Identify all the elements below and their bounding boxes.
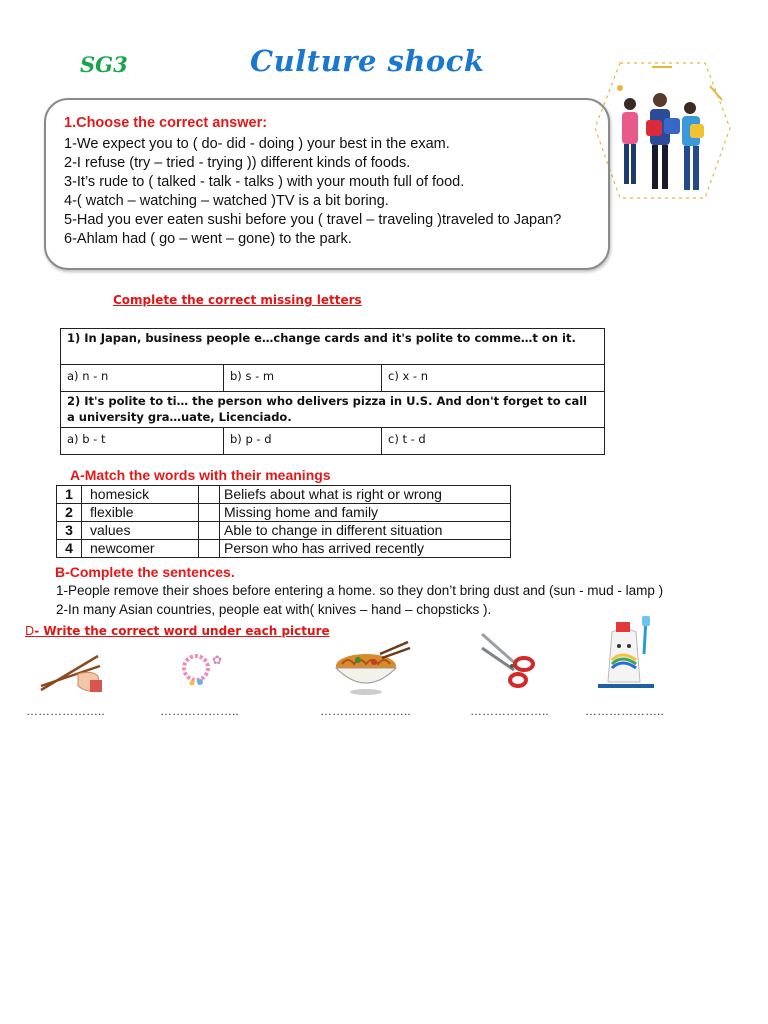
answer-option: c) t - d [382, 428, 605, 455]
sentence-line: 1-People remove their shoes before entering a home. so they don’t bring dust and (sun - mud - lamp ) [56, 583, 664, 598]
answer-blank[interactable]: ……………….. [160, 704, 239, 718]
match-meaning: Missing home and family [220, 504, 511, 522]
match-word: homesick [82, 486, 199, 504]
answer-option: a) n - n [61, 365, 224, 392]
match-word: flexible [82, 504, 199, 522]
answer-cell [199, 504, 220, 522]
sentence-line: 2-In many Asian countries, people eat with( knives – hand – chopsticks ). [56, 602, 492, 617]
scissors-icon [478, 630, 542, 690]
missing-letters-question: 1) In Japan, business people e…change cards and it's polite to comme…t on it. [61, 329, 605, 365]
svg-text:✿: ✿ [212, 653, 223, 667]
answer-option: a) b - t [61, 428, 224, 455]
table-row [57, 504, 511, 522]
toothpaste-icon [596, 614, 666, 690]
complete-sentences-heading: B-Complete the sentences. [55, 564, 235, 580]
question-line: 4-( watch – watching – watched )TV is a bit boring. [64, 193, 389, 209]
match-table [56, 485, 511, 558]
missing-letters-heading: Complete the correct missing letters [113, 293, 362, 307]
page-title: Culture shock [250, 44, 485, 78]
table-row [57, 486, 511, 504]
question-line: 3-It’s rude to ( talked - talk - talks ) with your mouth full of food. [64, 174, 465, 190]
pictures-heading [25, 624, 330, 638]
question-line: 2-I refuse (try – tried - trying )) different kinds of foods. [64, 155, 411, 171]
answer-cell [199, 486, 220, 504]
people-puzzle-icon [590, 58, 735, 208]
match-word: newcomer [82, 540, 199, 558]
answer-cell [199, 522, 220, 540]
answer-option: b) s - m [224, 365, 382, 392]
table-row [57, 522, 511, 540]
answer-option: c) x - n [382, 365, 605, 392]
pictures-heading-text: - Write the correct word under each picture [34, 624, 330, 638]
choose-answer-heading: 1.Choose the correct answer: [64, 115, 268, 131]
answer-option: b) p - d [224, 428, 382, 455]
sheet-code: SG3 [80, 52, 128, 77]
question-line: 6-Ahlam had ( go – went – gone) to the park. [64, 231, 352, 247]
answer-blank[interactable]: ………………….. [320, 704, 411, 718]
question-line: 1-We expect you to ( do- did - doing ) your best in the exam. [64, 136, 450, 152]
noodles-icon [330, 640, 412, 696]
answer-blank[interactable]: ……………….. [585, 704, 664, 718]
match-heading: A-Match the words with their meanings [70, 467, 331, 483]
row-number: 4 [57, 540, 82, 558]
answer-blank[interactable]: ……………….. [470, 704, 549, 718]
answer-cell [199, 540, 220, 558]
pictures-letter: D [25, 624, 35, 638]
match-meaning: Beliefs about what is right or wrong [220, 486, 511, 504]
table-row [57, 540, 511, 558]
match-meaning: Able to change in different situation [220, 522, 511, 540]
answer-blank[interactable]: ……………….. [26, 704, 105, 718]
bracelet-icon [178, 648, 226, 690]
row-number: 2 [57, 504, 82, 522]
row-number: 3 [57, 522, 82, 540]
chopsticks-icon [38, 652, 103, 694]
missing-letters-table [60, 328, 605, 455]
row-number: 1 [57, 486, 82, 504]
match-word: values [82, 522, 199, 540]
choose-answer-box [44, 98, 610, 270]
missing-letters-question: 2) It's polite to ti… the person who delivers pizza in U.S. And don't forget to call a university gra…uate, Licenciado. [61, 392, 605, 428]
match-meaning: Person who has arrived recently [220, 540, 511, 558]
question-line: 5-Had you ever eaten sushi before you ( travel – traveling )traveled to Japan? [64, 212, 562, 228]
